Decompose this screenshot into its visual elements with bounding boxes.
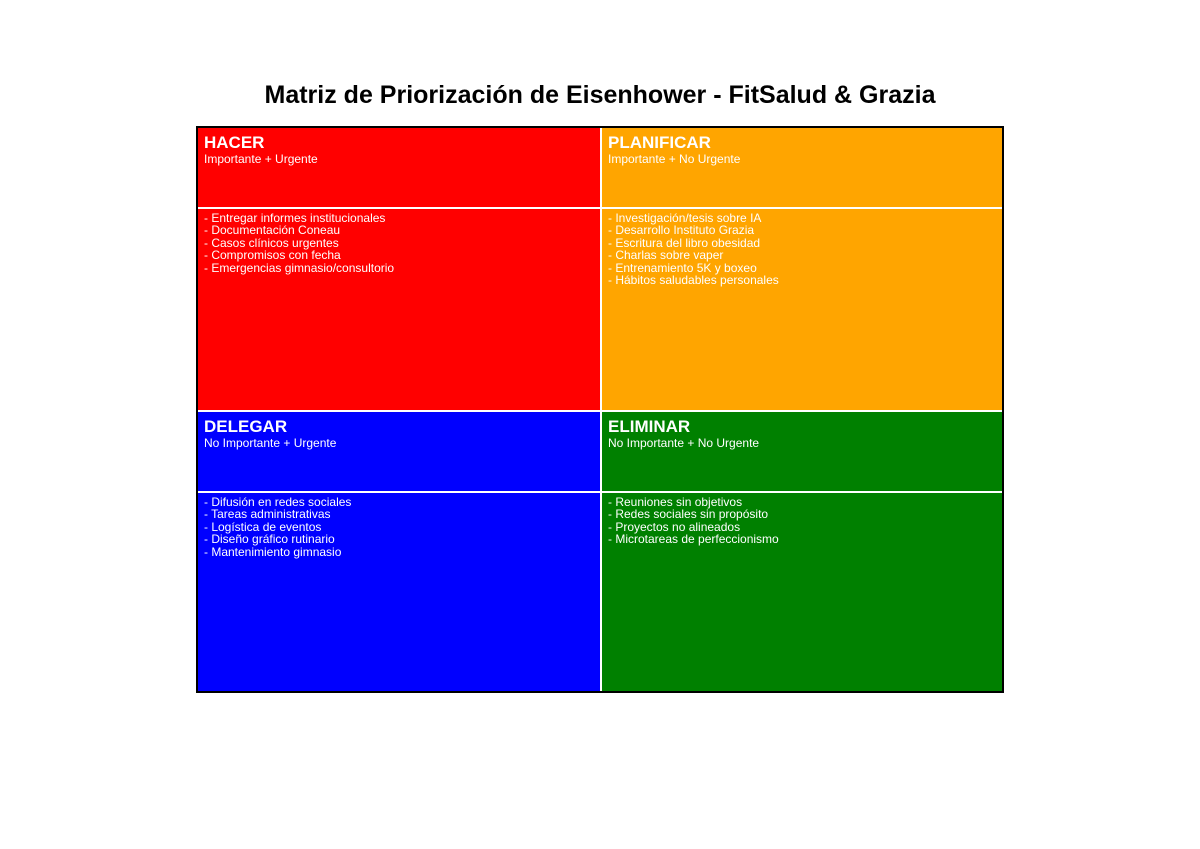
eisenhower-matrix — [196, 126, 1004, 693]
quadrant-subtitle: Importante + No Urgente — [608, 152, 741, 166]
task-item: - Documentación Coneau — [204, 223, 341, 238]
task-list — [608, 212, 996, 286]
quadrant-subtitle: Importante + Urgente — [204, 152, 318, 166]
quadrant-body — [602, 493, 1002, 691]
page-title: Matriz de Priorización de Eisenhower - FitSalud & Grazia — [264, 81, 936, 109]
task-item: - Diseño gráfico rutinario — [204, 532, 335, 547]
quadrant-header — [198, 412, 600, 491]
task-list — [204, 496, 594, 558]
task-item: - Reuniones sin objetivos — [608, 495, 743, 509]
task-item: - Emergencias gimnasio/consultorio — [204, 260, 395, 275]
task-list — [608, 496, 996, 546]
quadrant-delegar — [198, 412, 600, 691]
task-item: - Hábitos saludables personales — [608, 273, 779, 288]
quadrant-label: ELIMINAR — [608, 417, 691, 436]
task-item: - Escritura del libro obesidad — [608, 235, 761, 250]
task-item: - Entrenamiento 5K y boxeo — [608, 260, 757, 275]
quadrant-body — [198, 493, 600, 691]
task-item: - Microtareas de perfeccionismo — [608, 532, 779, 547]
task-item: - Redes sociales sin propósito — [608, 507, 769, 522]
quadrant-header — [602, 128, 1002, 207]
task-item: - Desarrollo Instituto Grazia — [608, 223, 755, 238]
task-list — [204, 212, 594, 274]
task-item: - Compromisos con fecha — [204, 248, 341, 263]
task-item: - Logística de eventos — [204, 519, 322, 534]
task-item: - Casos clínicos urgentes — [204, 235, 339, 250]
quadrant-planificar — [602, 128, 1002, 410]
task-item: - Difusión en redes sociales — [204, 495, 352, 509]
task-item: - Investigación/tesis sobre IA — [608, 211, 762, 225]
task-item: - Mantenimiento gimnasio — [204, 544, 342, 559]
quadrant-subtitle: No Importante + No Urgente — [608, 436, 760, 450]
quadrant-label: HACER — [204, 133, 265, 152]
task-item: - Charlas sobre vaper — [608, 248, 724, 263]
quadrant-header — [602, 412, 1002, 491]
quadrant-body — [602, 209, 1002, 410]
quadrant-label: PLANIFICAR — [608, 133, 711, 152]
quadrant-eliminar — [602, 412, 1002, 691]
quadrant-hacer — [198, 128, 600, 410]
quadrant-body — [198, 209, 600, 410]
task-item: - Entregar informes institucionales — [204, 211, 386, 225]
quadrant-subtitle: No Importante + Urgente — [204, 436, 337, 450]
quadrant-label: DELEGAR — [204, 417, 288, 436]
task-item: - Tareas administrativas — [204, 507, 331, 522]
quadrant-header — [198, 128, 600, 207]
task-item: - Proyectos no alineados — [608, 519, 741, 534]
